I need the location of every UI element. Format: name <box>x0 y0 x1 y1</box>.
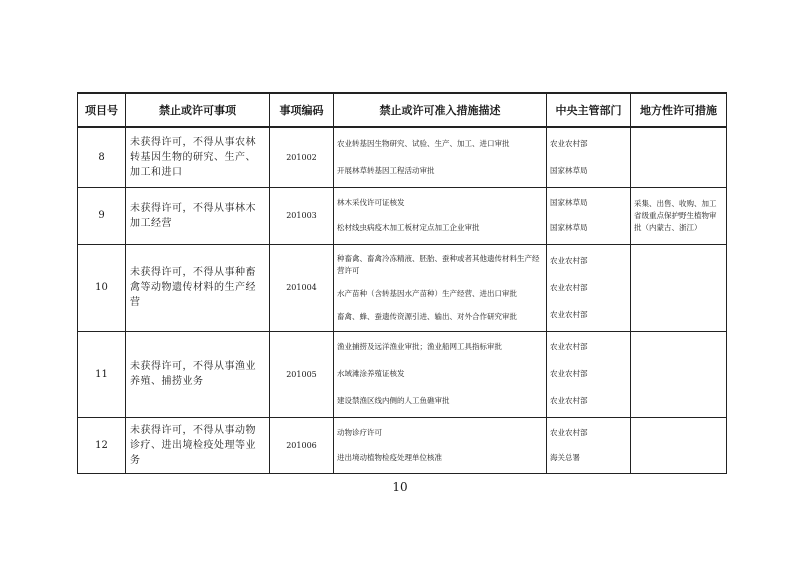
measure-text: 开展林草转基因工程活动审批 <box>337 165 435 175</box>
row-code: 201002 <box>270 127 334 187</box>
department-text: 农业农村部 <box>550 138 588 148</box>
row-local-measure <box>631 244 727 331</box>
row-item: 未获得许可，不得从事种畜禽等动物遗传材料的生产经营 <box>126 244 270 331</box>
department-text: 农业农村部 <box>550 282 588 292</box>
measure-text: 水域滩涂养殖证核发 <box>337 368 405 378</box>
measure-text: 种畜禽、畜禽冷冻精液、胚胎、蚕种或者其他遗传材料生产经营许可 <box>337 253 540 275</box>
permission-table <box>77 92 727 474</box>
measure-text: 林木采伐许可证核发 <box>337 197 405 207</box>
department-text: 海关总署 <box>550 452 580 462</box>
row-index: 12 <box>78 417 126 473</box>
measure-text: 进出境动植物检疫处理单位核准 <box>337 452 442 462</box>
table-row <box>78 244 727 331</box>
row-index: 11 <box>78 331 126 417</box>
row-departments <box>547 187 631 244</box>
department-text: 国家林草局 <box>550 223 588 233</box>
table-row <box>78 187 727 244</box>
row-measures <box>334 417 547 473</box>
row-index: 10 <box>78 244 126 331</box>
header-cell-local: 地方性许可措施 <box>631 93 727 127</box>
row-item: 未获得许可，不得从事渔业养殖、捕捞业务 <box>126 331 270 417</box>
measure-text: 松材线虫病疫木加工板材定点加工企业审批 <box>337 223 480 233</box>
row-code: 201004 <box>270 244 334 331</box>
row-item: 未获得许可，不得从事农林转基因生物的研究、生产、加工和进口 <box>126 127 270 187</box>
row-index: 8 <box>78 127 126 187</box>
department-text: 农业农村部 <box>550 427 588 437</box>
row-departments <box>547 244 631 331</box>
measure-text: 渔业捕捞及远洋渔业审批；渔业船网工具指标审批 <box>337 342 502 352</box>
header-cell-department: 中央主管部门 <box>547 93 631 127</box>
department-text: 农业农村部 <box>550 342 588 352</box>
row-local-measure <box>631 127 727 187</box>
row-departments <box>547 417 631 473</box>
department-text: 国家林草局 <box>550 197 588 207</box>
header-cell-item: 禁止或许可事项 <box>126 93 270 127</box>
department-text: 农业农村部 <box>550 368 588 378</box>
department-text: 农业农村部 <box>550 255 588 265</box>
row-code: 201003 <box>270 187 334 244</box>
row-item: 未获得许可，不得从事林木加工经营 <box>126 187 270 244</box>
row-local-measure <box>631 331 727 417</box>
row-measures <box>334 187 547 244</box>
row-departments <box>547 331 631 417</box>
table-row <box>78 127 727 187</box>
department-text: 农业农村部 <box>550 395 588 405</box>
row-measures <box>334 331 547 417</box>
page-number: 10 <box>392 480 408 494</box>
row-measures <box>334 244 547 331</box>
measure-text: 建设禁渔区线内侧的人工鱼礁审批 <box>337 395 450 405</box>
row-index: 9 <box>78 187 126 244</box>
row-code: 201005 <box>270 331 334 417</box>
row-departments <box>547 127 631 187</box>
header-cell-measure: 禁止或许可准入措施描述 <box>334 93 547 127</box>
department-text: 国家林草局 <box>550 165 588 175</box>
row-code: 201006 <box>270 417 334 473</box>
table-row <box>78 417 727 473</box>
header-cell-code: 事项编码 <box>270 93 334 127</box>
department-text: 农业农村部 <box>550 309 588 319</box>
table-header-row <box>78 93 727 127</box>
measure-text: 农业转基因生物研究、试验、生产、加工、进口审批 <box>337 138 510 148</box>
row-local-measure: 采集、出售、收购、加工省级重点保护野生植物审批（内蒙古、浙江） <box>631 187 727 244</box>
row-measures <box>334 127 547 187</box>
row-item: 未获得许可，不得从事动物诊疗、进出境检疫处理等业务 <box>126 417 270 473</box>
measure-text: 水产苗种（含转基因水产苗种）生产经营、进出口审批 <box>337 288 517 298</box>
table-row <box>78 331 727 417</box>
header-cell-index: 项目号 <box>78 93 126 127</box>
measure-text: 畜禽、蜂、蚕遗传资源引进、输出、对外合作研究审批 <box>337 311 517 321</box>
measure-text: 动物诊疗许可 <box>337 427 382 437</box>
row-local-measure <box>631 417 727 473</box>
